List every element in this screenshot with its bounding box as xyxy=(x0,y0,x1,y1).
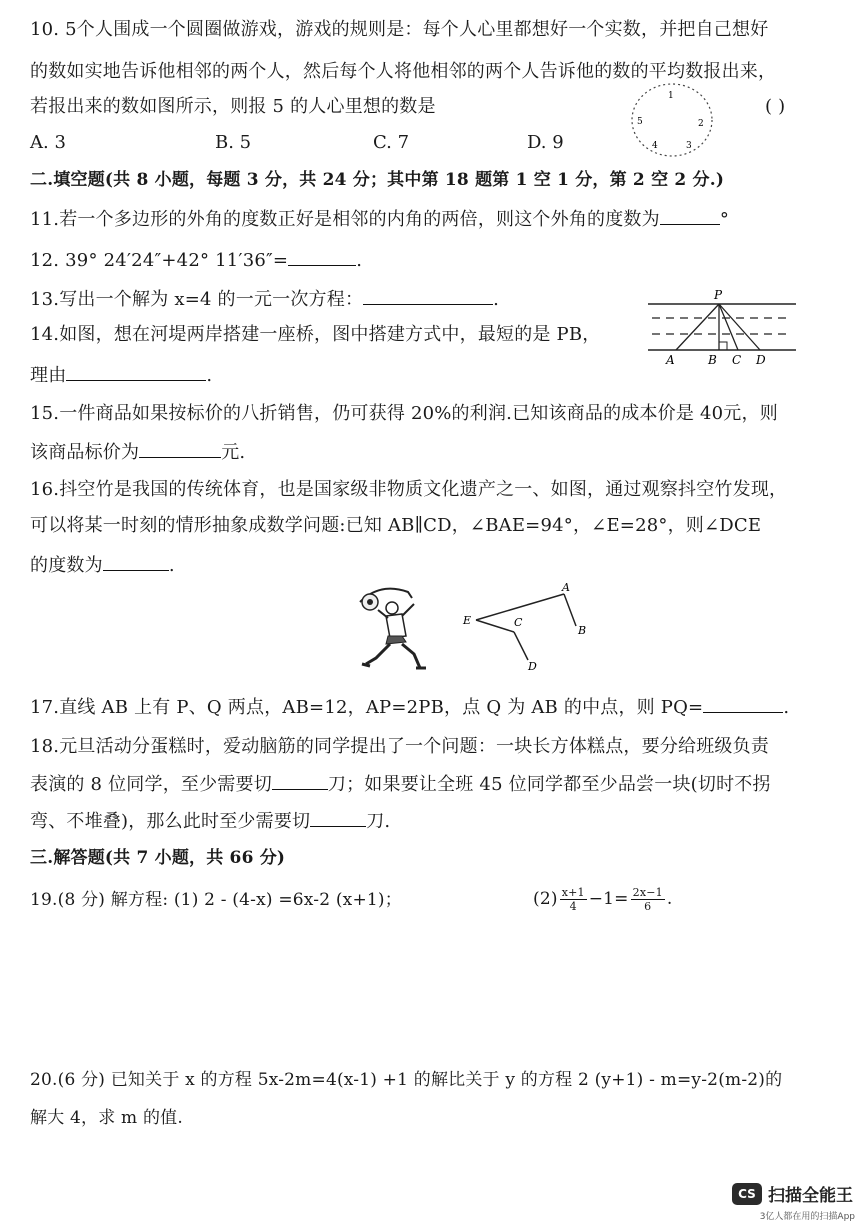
q12-end: . xyxy=(356,250,363,271)
q18-text-d: 刀. xyxy=(366,811,391,832)
q15-line1: 15.一件商品如果按标价的八折销售，仍可获得 20%的利润.已知该商品的成本价是 40元，则 xyxy=(30,403,778,424)
q13-text: 13.写出一个解为 x=4 的一元一次方程： xyxy=(30,289,364,310)
q10-option-b: B. 5 xyxy=(215,132,252,153)
q16-label-c: C xyxy=(514,616,523,629)
q10-option-c: C. 7 xyxy=(373,132,410,153)
section3-title: 三.解答题(共 7 小题，共 66 分) xyxy=(30,848,286,868)
q14-end: . xyxy=(206,365,213,386)
q14-label-d: D xyxy=(756,353,766,367)
scanner-watermark xyxy=(732,1181,853,1206)
circle-label-3: 3 xyxy=(686,141,692,151)
q11-blank xyxy=(660,206,720,225)
q20-line1: 20.(6 分) 已知关于 x 的方程 5x-2m=4(x-1) +1 的解比关于 y 的方程 2 (y+1) - m=y-2(m-2)的 xyxy=(30,1070,783,1090)
q10-line2: 的数如实地告诉他相邻的两个人，然后每个人将他相邻的两个人告诉他的数的平均数报出来， xyxy=(30,61,777,82)
q17-text: 17.直线 AB 上有 P、Q 两点，AB=12，AP=2PB，点 Q 为 AB 的中点，则 PQ= xyxy=(30,697,704,718)
q14-bridge-figure xyxy=(642,286,802,368)
diabolo-player-illustration xyxy=(350,580,440,672)
q18-line2 xyxy=(30,771,771,797)
q11-unit: ° xyxy=(719,209,730,230)
q13-blank xyxy=(363,286,493,305)
q12 xyxy=(30,247,362,273)
q19-fraction-2 xyxy=(631,886,665,913)
q14-blank xyxy=(66,362,206,381)
q12-blank xyxy=(288,247,356,266)
q19-part2 xyxy=(533,882,672,916)
section2-title: 二.填空题(共 8 小题，每题 3 分，共 24 分；其中第 18 题第 1 空 1 分，第 2 空 2 分.) xyxy=(30,170,725,190)
q19-part2-prefix: (2) xyxy=(533,889,558,909)
circle-label-1: 1 xyxy=(668,91,674,101)
cs-logo-icon: CS xyxy=(732,1183,762,1205)
q14-label-c: C xyxy=(732,353,742,367)
q18-line1: 18.元旦活动分蛋糕时，爱动脑筋的同学提出了一个问题：一块长方体糕点，要分给班级负责 xyxy=(30,736,770,757)
q18-text-a: 表演的 8 位同学，至少需要切 xyxy=(30,774,272,795)
scanner-app-name: 扫描全能王 xyxy=(768,1186,853,1206)
q18-blank-2 xyxy=(310,808,366,827)
q19-end: . xyxy=(666,889,673,909)
q19-middle: −1= xyxy=(588,889,629,909)
q16-angle-figure xyxy=(458,580,598,672)
circle-label-5: 5 xyxy=(637,117,643,127)
q16-text: 的度数为 xyxy=(30,555,103,576)
q14-label-a: A xyxy=(666,353,675,367)
q18-line3 xyxy=(30,808,390,834)
q16-label-d: D xyxy=(528,660,537,672)
q19-frac1-numerator: x+1 xyxy=(561,886,585,899)
q19-frac2-denominator: 6 xyxy=(644,900,652,913)
q15-text: 该商品标价为 xyxy=(30,442,140,463)
q20-line2: 解大 4，求 m 的值. xyxy=(30,1108,183,1128)
q19-fraction-1 xyxy=(560,886,587,913)
q11-text: 11.若一个多边形的外角的度数正好是相邻的内角的两倍，则这个外角的度数为 xyxy=(30,209,660,230)
q18-blank-1 xyxy=(272,771,328,790)
q10-answer-paren: ( ) xyxy=(765,96,786,117)
q17 xyxy=(30,694,789,720)
q16-end: . xyxy=(168,555,175,576)
q19-frac2-numerator: 2x−1 xyxy=(632,886,663,899)
q11 xyxy=(30,206,729,232)
q14-line1: 14.如图，想在河堤两岸搭建一座桥，图中搭建方式中，最短的是 PB， xyxy=(30,324,601,345)
q16-label-a: A xyxy=(562,581,570,594)
q10-line1: 10. 5个人围成一个圆圈做游戏，游戏的规则是：每个人心里都想好一个实数，并把自己想好 xyxy=(30,19,769,40)
scanner-app-tagline: 3亿人都在用的扫描App xyxy=(759,1212,855,1222)
q16-line2: 可以将某一时刻的情形抽象成数学问题:已知 AB∥CD，∠BAE=94°，∠E=28°，则∠DCE xyxy=(30,515,762,536)
q12-text: 12. 39° 24′24″+42° 11′36″= xyxy=(30,250,289,271)
q14-label-p: P xyxy=(714,288,723,302)
q17-blank xyxy=(703,694,783,713)
q10-option-a: A. 3 xyxy=(30,132,66,153)
q16-label-b: B xyxy=(578,624,587,637)
q13-end: . xyxy=(493,289,500,310)
circle-label-4: 4 xyxy=(652,141,658,151)
q17-end: . xyxy=(783,697,790,718)
q14-line2 xyxy=(30,362,212,388)
q16-line1: 16.抖空竹是我国的传统体育，也是国家级非物质文化遗产之一、如图，通过观察抖空竹发现， xyxy=(30,479,788,500)
q15-blank xyxy=(139,439,221,458)
q15-line2 xyxy=(30,439,245,465)
q13 xyxy=(30,286,499,312)
q10-line3: 若报出来的数如图所示，则报 5 的人心里想的数是 xyxy=(30,96,436,117)
q16-line3 xyxy=(30,552,175,578)
q16-blank xyxy=(103,552,169,571)
q10-option-d: D. 9 xyxy=(527,132,564,153)
q14-label-b: B xyxy=(708,353,717,367)
q15-end: 元. xyxy=(221,442,246,463)
q10-circle-figure xyxy=(622,80,722,160)
q14-reason-label: 理由 xyxy=(30,365,67,386)
q18-text-c: 弯、不堆叠)，那么此时至少需要切 xyxy=(30,811,311,832)
q19-frac1-denominator: 4 xyxy=(569,900,577,913)
q19-part1: 19.(8 分) 解方程: (1) 2 - (4-x) =6x-2 (x+1)； xyxy=(30,890,402,910)
q16-label-e: E xyxy=(463,614,472,627)
circle-label-2: 2 xyxy=(698,119,704,129)
q18-text-b: 刀；如果要让全班 45 位同学都至少品尝一块(切时不拐 xyxy=(327,774,771,795)
